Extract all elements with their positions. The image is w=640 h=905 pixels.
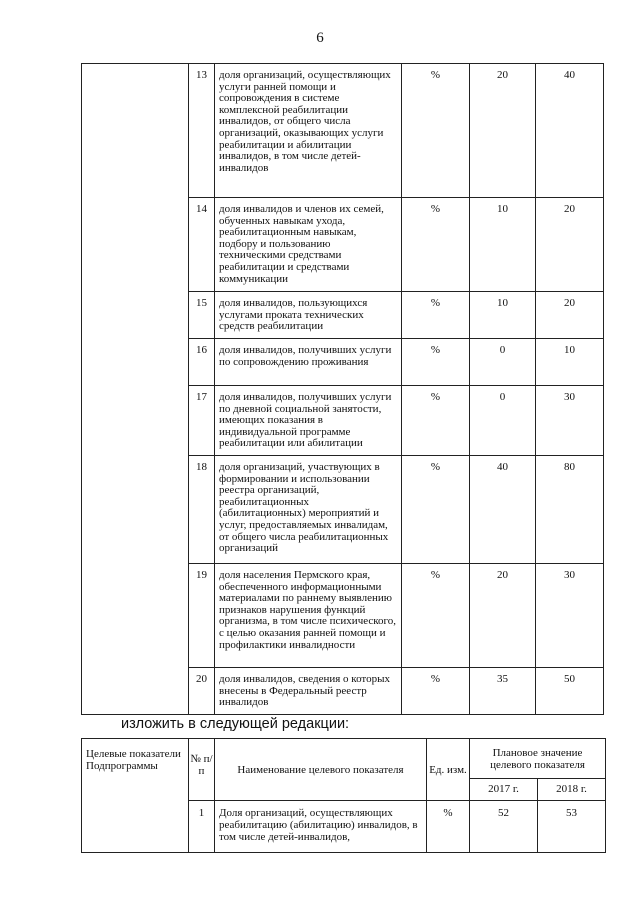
unit-cell: % xyxy=(402,64,470,198)
row-number: 14 xyxy=(189,198,215,292)
value-2017: 35 xyxy=(470,668,536,715)
unit-cell: % xyxy=(402,456,470,564)
value-2017: 52 xyxy=(470,801,538,853)
row-number: 17 xyxy=(189,386,215,456)
value-2017: 0 xyxy=(470,386,536,456)
indicator-name: доля инвалидов, получивших услуги по дневной социальной занятости, имеющих показания в индивидуальной программе реабилитации или абилитации xyxy=(215,386,402,456)
value-2017: 40 xyxy=(470,456,536,564)
value-2018: 10 xyxy=(536,339,604,386)
indicator-name: доля инвалидов, пользующихся услугами проката технических средств реабилитации xyxy=(215,292,402,339)
row-number: 15 xyxy=(189,292,215,339)
value-2018: 40 xyxy=(536,64,604,198)
indicator-name: доля инвалидов, получивших услуги по сопровождению проживания xyxy=(215,339,402,386)
page-number: 6 xyxy=(316,30,324,46)
header-unit: Ед. изм. xyxy=(427,739,470,801)
value-2018: 50 xyxy=(536,668,604,715)
unit-cell: % xyxy=(402,339,470,386)
value-2018: 30 xyxy=(536,386,604,456)
value-2017: 0 xyxy=(470,339,536,386)
unit-cell: % xyxy=(402,564,470,668)
row-number: 20 xyxy=(189,668,215,715)
row-number: 1 xyxy=(189,801,215,853)
value-2017: 10 xyxy=(470,198,536,292)
indicator-name: доля организаций, осуществляющих услуги ранней помощи и сопровождения в системе комплексной реабилитации инвалидов, от общего числа организаций, оказывающих услуги реабилитации и абилитации инвалидов, в том числе детей-инвалидов xyxy=(215,64,402,198)
value-2018: 30 xyxy=(536,564,604,668)
unit-cell: % xyxy=(402,668,470,715)
indicator-name: доля организаций, участвующих в формировании и использовании реестра организаций, реабилитационных (абилитационных) мероприятий и услуг, предоставляемых инвалидам, от общего числа реабилитационных организаций xyxy=(215,456,402,564)
value-2017: 20 xyxy=(470,64,536,198)
value-2018: 20 xyxy=(536,198,604,292)
value-2018: 53 xyxy=(538,801,606,853)
value-2018: 80 xyxy=(536,456,604,564)
row-number: 13 xyxy=(189,64,215,198)
indicator-name: Доля организаций, осуществляющих реабилитацию (абилитацию) инвалидов, в том числе детей-инвалидов, xyxy=(215,801,427,853)
header-planned-value: Плановое значение целевого показателя xyxy=(470,739,606,779)
indicator-name: доля населения Пермского края, обеспеченного информационными материалами по раннему выявлению признаков нарушения функций организма, в том числе психического, с целью оказания ранней помощи и профилактики инвалидности xyxy=(215,564,402,668)
unit-cell: % xyxy=(427,801,470,853)
row-number: 16 xyxy=(189,339,215,386)
amendment-lead-text: изложить в следующей редакции: xyxy=(121,716,350,732)
unit-cell: % xyxy=(402,198,470,292)
row-number: 18 xyxy=(189,456,215,564)
indicators-table-new xyxy=(81,738,606,853)
header-number: № п/п xyxy=(189,739,215,801)
table-row xyxy=(82,64,604,198)
value-2018: 20 xyxy=(536,292,604,339)
header-goals: Целевые показатели Подпрограммы xyxy=(82,739,189,853)
header-year-2018: 2018 г. xyxy=(538,779,606,801)
indicator-name: доля инвалидов, сведения о которых внесены в Федеральный реестр инвалидов xyxy=(215,668,402,715)
header-indicator-name: Наименование целевого показателя xyxy=(215,739,427,801)
indicators-table-old xyxy=(81,63,604,715)
goals-cell xyxy=(82,64,189,715)
value-2017: 20 xyxy=(470,564,536,668)
value-2017: 10 xyxy=(470,292,536,339)
unit-cell: % xyxy=(402,386,470,456)
indicator-name: доля инвалидов и членов их семей, обученных навыкам ухода, реабилитационным навыкам, подбору и пользованию техническими средствами реабилитации и средствами коммуникации xyxy=(215,198,402,292)
header-year-2017: 2017 г. xyxy=(470,779,538,801)
row-number: 19 xyxy=(189,564,215,668)
unit-cell: % xyxy=(402,292,470,339)
